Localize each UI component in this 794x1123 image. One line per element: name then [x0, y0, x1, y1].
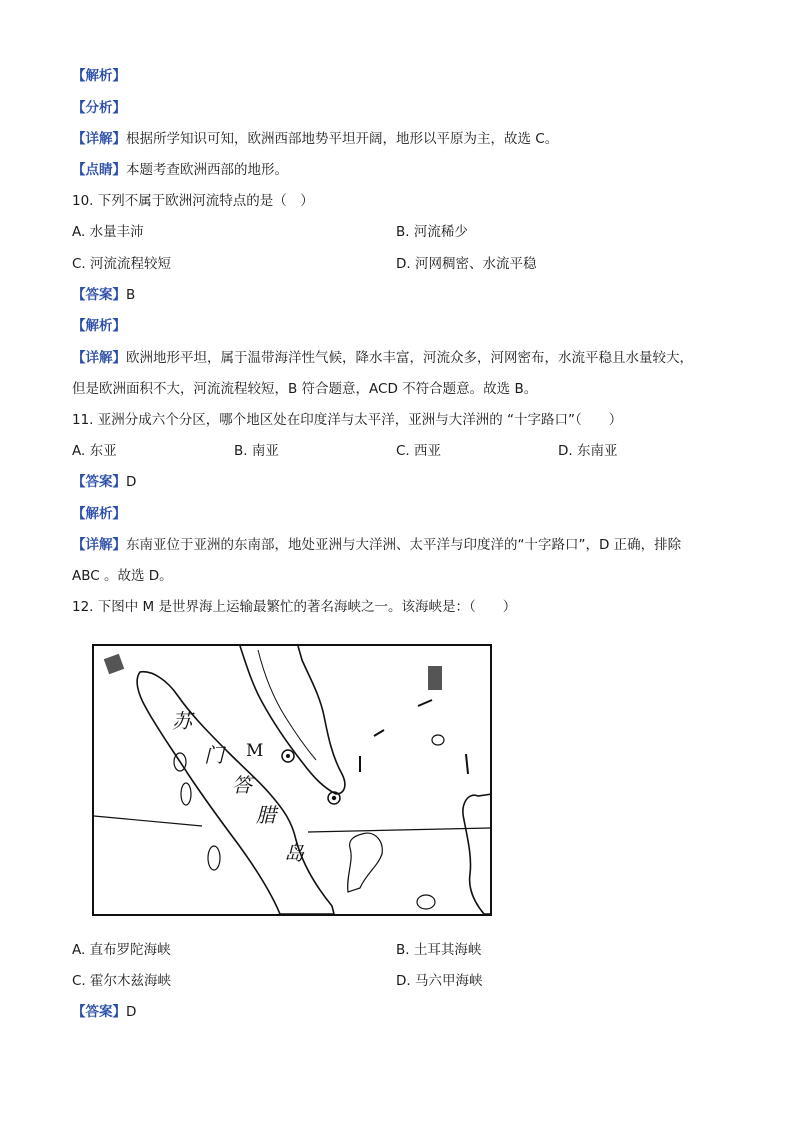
q10-xiangjie-line2: 但是欧洲面积不大，河流流程较短，B 符合题意，ACD 不符合题意。故选 B。	[72, 381, 538, 397]
q10-option-c: C. 河流流程较短	[72, 256, 172, 272]
q12-answer: 【答案】D	[72, 1004, 137, 1020]
map-label-la: 腊	[256, 803, 276, 827]
map-label-m: M	[246, 741, 264, 761]
q10-option-b: B. 河流稀少	[396, 224, 468, 240]
q11-option-c: C. 西亚	[396, 443, 442, 459]
q12-option-a: A. 直布罗陀海峡	[72, 942, 171, 958]
hatch-block-2	[428, 666, 442, 690]
q11-option-b: B. 南亚	[234, 443, 279, 459]
q11-answer: 【答案】D	[72, 474, 137, 490]
q12-option-d: D. 马六甲海峡	[396, 973, 483, 989]
city-marker-1-dot	[286, 754, 290, 758]
q11-stem: 11. 亚洲分成六个分区，哪个地区处在印度洋与太平洋，亚洲与大洋洲的 “十字路口”（ ）	[72, 412, 623, 428]
q10-stem: 10. 下列不属于欧洲河流特点的是（ ）	[72, 193, 314, 209]
q12-option-b: B. 土耳其海峡	[396, 942, 482, 958]
q12-stem: 12. 下图中 M 是世界海上运输最繁忙的著名海峡之一。该海峡是：（ ）	[72, 599, 517, 615]
q10-option-d: D. 河网稠密、水流平稳	[396, 256, 537, 272]
q12-option-c: C. 霍尔木兹海峡	[72, 973, 172, 989]
map-label-men: 门	[204, 743, 224, 767]
q11-xiangjie-line2: ABC 。故选 D。	[72, 568, 173, 584]
map-label-su: 苏	[172, 709, 192, 733]
q10-answer: 【答案】B	[72, 287, 136, 303]
dianjing-paragraph-1: 【点睛】本题考查欧洲西部的地形。	[72, 162, 288, 178]
q11-option-d: D. 东南亚	[558, 443, 618, 459]
q11-option-a: A. 东亚	[72, 443, 117, 459]
map-label-dao: 岛	[284, 841, 304, 865]
q10-option-a: A. 水量丰沛	[72, 224, 144, 240]
jiexi-heading-1: 【解析】	[72, 68, 126, 84]
q11-xiangjie-line1: 【详解】东南亚位于亚洲的东南部，地处亚洲与大洋洲、太平洋与印度洋的“十字路口”，D 正确，排除	[72, 537, 682, 553]
q10-jiexi-heading: 【解析】	[72, 318, 126, 334]
singapore-marker-dot	[332, 796, 336, 800]
q10-xiangjie-line1: 【详解】欧洲地形平坦，属于温带海洋性气候，降水丰富，河流众多，河网密布，水流平稳且水量较大，	[72, 350, 693, 366]
map-label-da: 答	[232, 773, 252, 797]
q11-jiexi-heading: 【解析】	[72, 506, 126, 522]
xiangjie-paragraph-1: 【详解】根据所学知识可知，欧洲西部地势平坦开阔，地形以平原为主，故选 C。	[72, 131, 559, 147]
strait-map	[92, 644, 492, 916]
fenxi-heading-1: 【分析】	[72, 100, 126, 116]
